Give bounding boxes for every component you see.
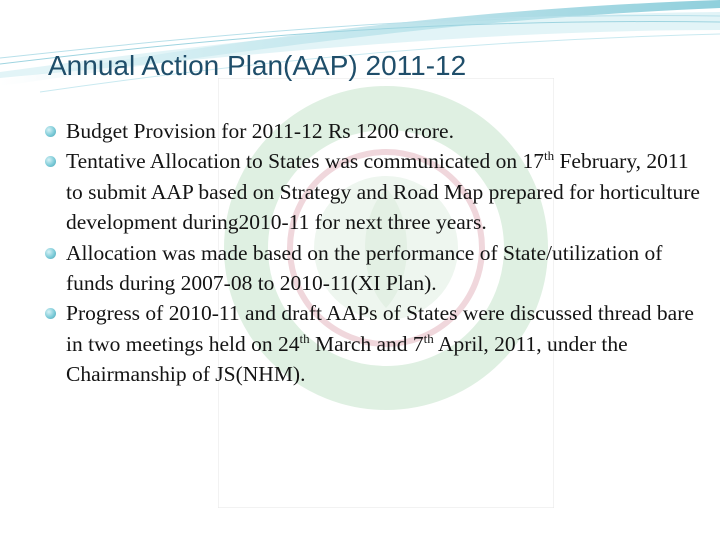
bullet-dot-icon <box>45 126 56 137</box>
ordinal-suffix: th <box>543 148 555 164</box>
bullet-allocation-basis <box>44 238 704 299</box>
bullet-text: February, 2011 to submit AAP based on Strategy and Road Map prepared for horticulture development during2010-11 for next three years. <box>66 149 700 235</box>
bullet-text: March and 7 <box>309 331 424 356</box>
slide-title: Annual Action Plan(AAP) 2011-12 <box>48 50 467 81</box>
bullet-budget-provision <box>44 116 704 146</box>
bullet-tentative-allocation <box>44 146 704 237</box>
bullet-text: Allocation was made based on the performance of State/utilization of funds during 2007-08 to 2010-11(XI Plan). <box>66 240 663 296</box>
bullet-text: Budget Provision for 2011-12 Rs 1200 crore. <box>66 119 454 143</box>
bullet-progress-meetings <box>44 298 704 389</box>
ordinal-suffix: th <box>423 330 434 346</box>
bullet-list <box>44 116 704 390</box>
bullet-dot-icon <box>45 248 56 259</box>
ordinal-suffix: th <box>299 330 310 346</box>
bullet-text: Progress of 2010-11 and draft AAPs of States were discussed thread bare in two meetings held on 24 <box>66 301 694 356</box>
bullet-text: April, 2011, under the Chairmanship of JS(NHM). <box>66 331 628 387</box>
bullet-dot-icon <box>45 156 56 167</box>
bullet-dot-icon <box>45 308 56 319</box>
bullet-text: Tentative Allocation to States was communicated on 17 <box>66 149 544 174</box>
